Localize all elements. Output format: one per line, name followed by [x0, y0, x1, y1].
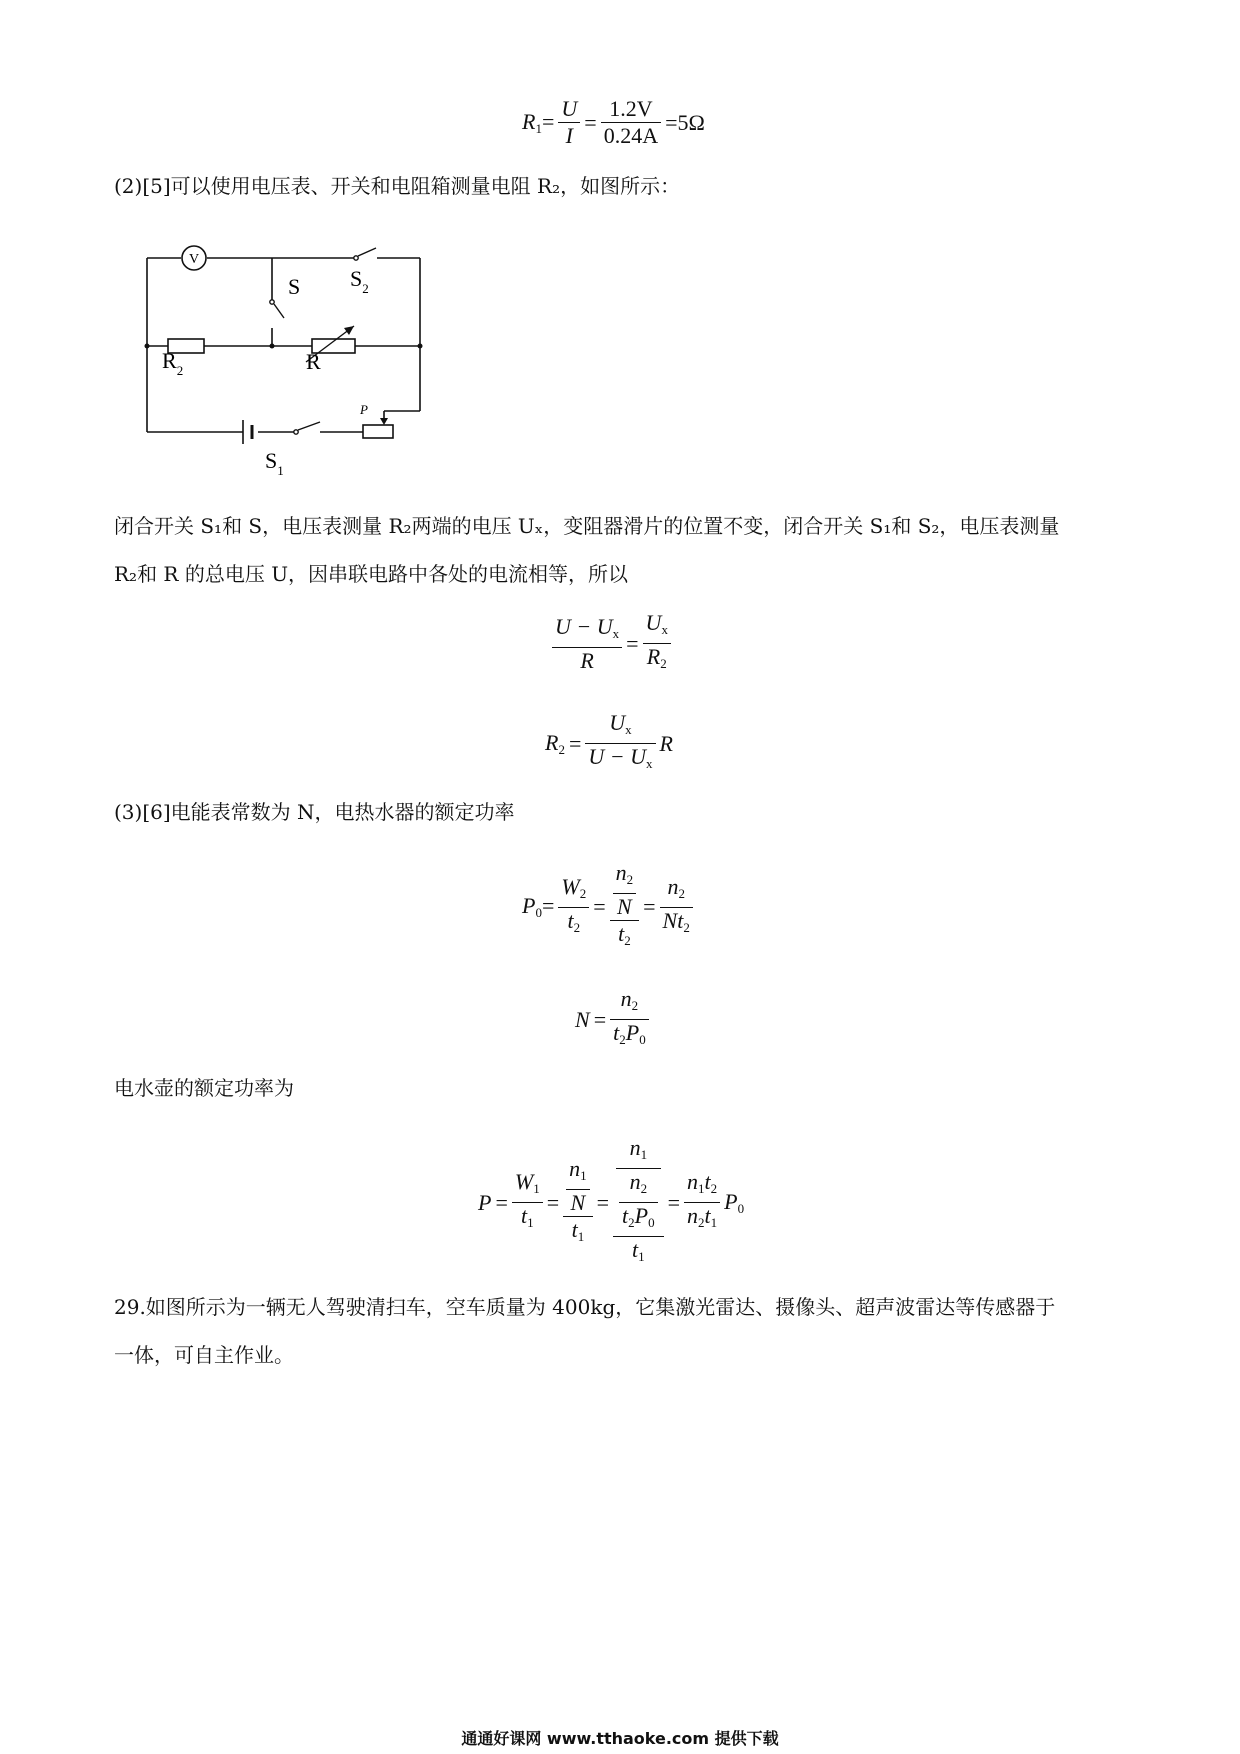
- battery-symbol: [243, 420, 252, 444]
- question-29-line2: 一体，可自主作业。: [114, 1343, 294, 1367]
- switch-s: [270, 300, 284, 318]
- slider-label: P: [360, 402, 368, 417]
- voltmeter-label: V: [188, 252, 200, 267]
- equation-r2: $R_2$ = $\frac{U_x}{U - U_x}$ R: [545, 710, 673, 771]
- switch-s1: [294, 422, 320, 434]
- circuit-diagram: [130, 228, 430, 488]
- paragraph-meter-constant: (3)[6]电能表常数为 N，电热水器的额定功率: [114, 800, 515, 824]
- variable-resistor-label: R: [306, 349, 321, 374]
- paragraph-procedure-2: R₂和 R 的总电压 U，因串联电路中各处的电流相等，所以: [114, 562, 629, 586]
- paragraph-method: (2)[5]可以使用电压表、开关和电阻箱测量电阻 R₂，如图所示：: [114, 174, 681, 198]
- switch-s-label: S: [288, 274, 301, 299]
- footer-source: 通通好课网 www.tthaoke.com 提供下载: [461, 1729, 779, 1748]
- resistor-r2-label: $R_2$: [162, 348, 184, 378]
- equation-r1: $R_1=$ $\frac{U}{I}$ = $\frac{1.2V}{0.24A}$ =5Ω: [522, 96, 705, 148]
- equation-p0: $P_0=$ $\frac{W_2}{t_2}$ = $\frac{\frac{n_2}{N}}{t_2}$ = $\frac{n_2}{Nt_2}$: [522, 860, 693, 954]
- paragraph-kettle-power: 电水壶的额定功率为: [114, 1076, 294, 1100]
- equation-n: N = $\frac{n_2}{t_2P_0}$: [575, 986, 649, 1053]
- rheostat: [363, 425, 393, 438]
- equation-ratio: $\frac{U - U_x}{R}$ = $\frac{U_x}{R_2}$: [552, 610, 671, 677]
- paragraph-procedure-1: 闭合开关 S₁和 S，电压表测量 R₂两端的电压 Uₓ，变阻器滑片的位置不变，闭合开关 S₁和 S₂，电压表测量: [114, 514, 1060, 538]
- switch-s2-label: $S_2$: [350, 266, 369, 296]
- equation-p: P = $\frac{W_1}{t_1}$ = $\frac{\frac{n_1}{N}}{t_1}$ = $\frac{\frac{n_1}{\frac{n_2}{t_2P_0}}}{t_1}$ = $\frac{n_1t_2}{n_2t_1}$ $P_0$: [478, 1135, 745, 1264]
- question-29-line1: 29.如图所示为一辆无人驾驶清扫车，空车质量为 400kg，它集激光雷达、摄像头、超声波雷达等传感器于: [114, 1295, 1056, 1319]
- switch-s2: [354, 248, 376, 260]
- switch-s1-label: $S_1$: [265, 448, 284, 478]
